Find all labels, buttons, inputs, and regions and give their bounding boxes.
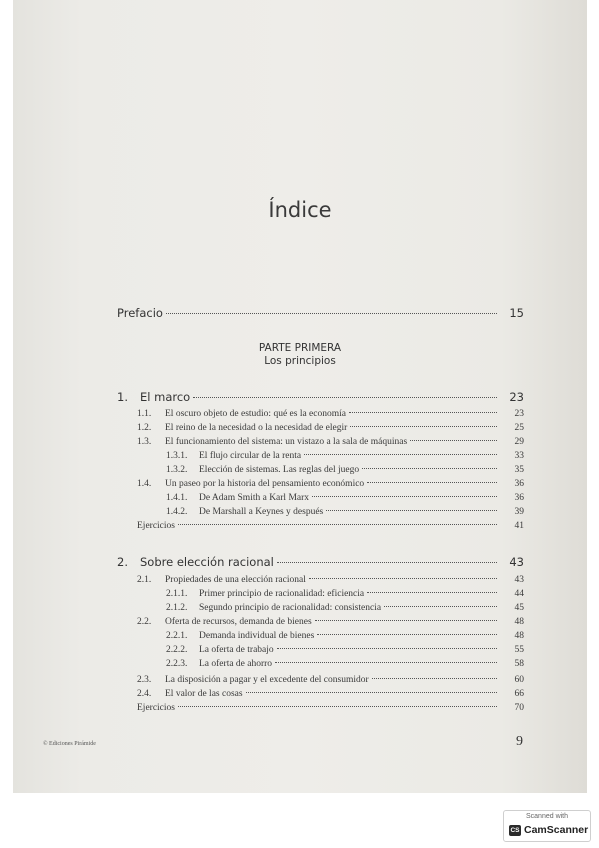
entry-page: 48 [514,631,524,641]
dot-leader [304,454,497,455]
entry-number: 1.3.1. [166,451,188,461]
dot-leader [326,510,497,511]
dot-leader [367,592,497,593]
entry-page: 25 [514,423,524,433]
chapter-number: 2. [117,555,128,569]
toc-entry [166,493,524,503]
entry-title: El reino de la necesidad o la necesidad de elegir [165,423,348,433]
chapter-page: 23 [509,390,524,404]
entry-number: 1.2. [137,423,152,433]
entry-title: Elección de sistemas. Las reglas del juego [199,465,360,475]
toc-entry [166,451,524,461]
entry-title: Ejercicios [137,521,175,531]
toc-preface [117,306,524,320]
entry-page: 35 [514,465,524,475]
entry-number: 1.4.2. [166,507,188,517]
dot-leader [367,482,497,483]
entry-page: 58 [514,659,524,669]
dot-leader [384,606,497,607]
entry-number: 2.1.2. [166,603,188,613]
page-number: 9 [516,734,523,749]
entry-number: 2.2.1. [166,631,188,641]
dot-leader [372,678,497,679]
entry-title: Demanda individual de bienes [199,631,315,641]
entry-page: 29 [514,437,524,447]
entry-page: 39 [514,507,524,517]
chapter-page: 43 [509,555,524,569]
entry-title: Oferta de recursos, demanda de bienes [165,617,312,627]
dot-leader [277,648,497,649]
dot-leader [362,468,497,469]
publisher-credit: © Ediciones Pirámide [43,741,96,747]
toc-entry [166,603,524,613]
toc-chapter-2 [117,555,524,569]
entry-number: 2.1.1. [166,589,188,599]
entry-page: 45 [514,603,524,613]
entry-page: 33 [514,451,524,461]
part-subtitle: Los principios [264,355,336,367]
part-heading [13,342,587,368]
entry-number: 2.2. [137,617,152,627]
entry-title: Ejercicios [137,703,175,713]
entry-page: 41 [514,521,524,531]
toc-entry [137,423,524,433]
entry-number: 1.3.2. [166,465,188,475]
document-page [13,0,587,793]
toc-entry [166,507,524,517]
entry-page: 43 [514,575,524,585]
entry-title: Propiedades de una elección racional [165,575,306,585]
entry-number: 2.3. [137,675,152,685]
entry-title: El oscuro objeto de estudio: qué es la economía [165,409,346,419]
dot-leader [317,634,497,635]
entry-title: El funcionamiento del sistema: un vistazo a la sala de máquinas [165,437,408,447]
page-title: Índice [268,198,332,222]
chapter-title: Sobre elección racional [140,555,274,569]
toc-exercises [137,521,524,531]
part-title: PARTE PRIMERA [258,342,342,354]
entry-title: Un paseo por la historia del pensamiento económico [165,479,365,489]
toc-entry [166,465,524,475]
entry-number: 1.3. [137,437,152,447]
toc-entry [137,437,524,447]
entry-page: 48 [514,617,524,627]
entry-page: 36 [514,479,524,489]
entry-number: 2.1. [137,575,152,585]
entry-number: 1.4.1. [166,493,188,503]
toc-entry [166,589,524,599]
toc-preface-label: Prefacio [117,306,163,320]
entry-title: El flujo circular de la renta [199,451,302,461]
toc-entry [137,675,524,685]
scanned-with-caption: Scanned with [525,813,569,820]
entry-title: Primer principio de racionalidad: eficiencia [199,589,365,599]
toc-entry [166,645,524,655]
dot-leader [410,440,497,441]
dot-leader [277,562,497,563]
entry-number: 2.2.2. [166,645,188,655]
entry-page: 66 [514,689,524,699]
dot-leader [315,620,497,621]
dot-leader [350,426,497,427]
entry-number: 2.4. [137,689,152,699]
entry-page: 60 [514,675,524,685]
entry-title: La disposición a pagar y el excedente del consumidor [165,675,369,685]
toc-exercises [137,703,524,713]
dot-leader [166,313,497,314]
toc-entry [137,617,524,627]
entry-title: La oferta de ahorro [199,659,273,669]
entry-number: 1.4. [137,479,152,489]
entry-page: 36 [514,493,524,503]
dot-leader [178,524,497,525]
entry-title: De Adam Smith a Karl Marx [199,493,310,503]
toc-entry [137,479,524,489]
dot-leader [246,692,497,693]
toc-entry [137,575,524,585]
dot-leader [193,397,497,398]
entry-title: De Marshall a Keynes y después [199,507,324,517]
toc-preface-page: 15 [509,306,524,320]
dot-leader [309,578,497,579]
toc-entry [166,631,524,641]
entry-title: Segundo principio de racionalidad: consistencia [199,603,382,613]
entry-page: 55 [514,645,524,655]
chapter-number: 1. [117,390,128,404]
entry-page: 44 [514,589,524,599]
toc-chapter-1 [117,390,524,404]
entry-title: La oferta de trabajo [199,645,274,655]
entry-title: El valor de las cosas [165,689,243,699]
dot-leader [178,706,497,707]
entry-number: 2.2.3. [166,659,188,669]
entry-page: 70 [514,703,524,713]
camscanner-badge [503,810,591,842]
toc-entry [137,689,524,699]
toc-entry [137,409,524,419]
toc-entry [166,659,524,669]
dot-leader [312,496,497,497]
camscanner-brand: CamScanner [524,824,589,836]
entry-number: 1.1. [137,409,152,419]
dot-leader [349,412,497,413]
entry-page: 23 [514,409,524,419]
chapter-title: El marco [140,390,191,404]
camscanner-logo-icon: CS [510,827,520,834]
dot-leader [275,662,497,663]
